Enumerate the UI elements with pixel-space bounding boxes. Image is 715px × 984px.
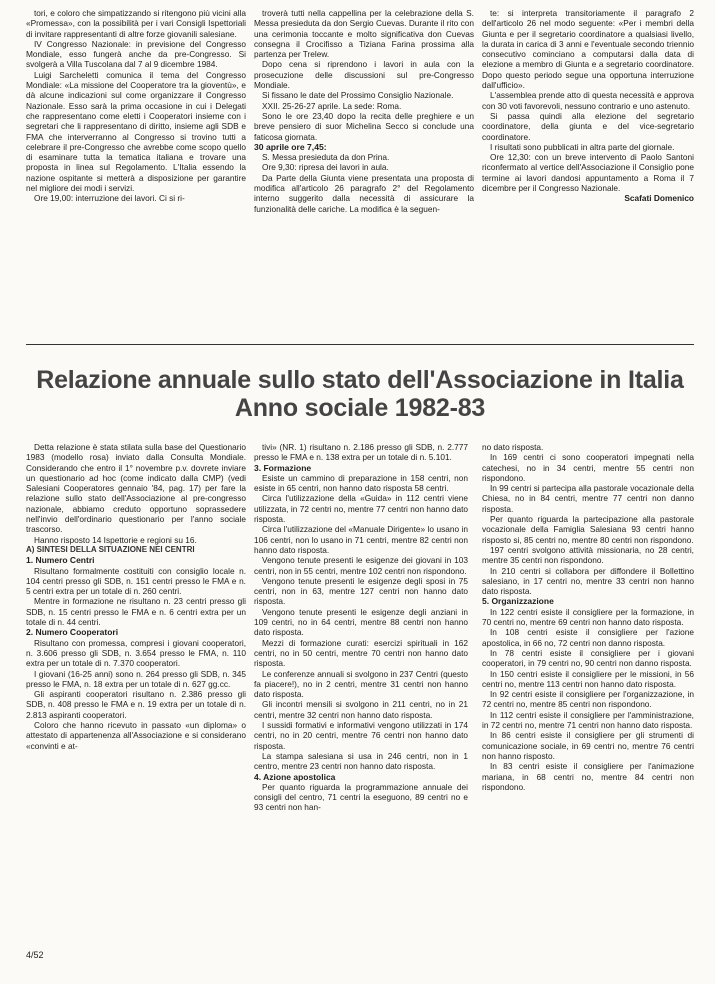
paragraph: Coloro che hanno ricevuto in passato «un diploma» o attestato di appartenenza all'Associazione e si considerano «convinti e at-	[26, 720, 246, 751]
paragraph: IV Congresso Nazionale: in previsione del Congresso Mondiale, esso fungerà anche da pre-Congresso. Si svolgerà a Villa Tuscolana dal 7 al 9 dicembre 1984.	[26, 38, 246, 70]
paragraph: Sono le ore 23,40 dopo la recita delle preghiere e un breve pensiero di suor Michelina Secco si conclude una faticosa giornata.	[254, 110, 474, 142]
paragraph: In 83 centri esiste il consigliere per l'animazione mariana, in 68 centri no, mentre 84 centri non rispondono.	[482, 761, 694, 792]
paragraph: Gli incontri mensili si svolgono in 211 centri, no in 21 centri, mentre 32 centri non hanno dato risposta.	[254, 699, 468, 720]
subsection-heading: 1. Numero Centri	[26, 555, 95, 566]
paragraph: Mentre in formazione ne risultano n. 23 centri presso gli SDB, n. 15 centri presso le FMA e n. 6 centri extra per un totale di n. 44 centri.	[26, 596, 246, 628]
paragraph: In 122 centri esiste il consigliere per la formazione, in 70 centri no, mentre 69 centri non hanno dato risposta.	[482, 606, 694, 628]
paragraph: troverà tutti nella cappellina per la celebrazione della S. Messa presieduta da don Sergio Cuevas. Durante il rito con una cerimonia toccante e molto significativa don Cuevas consegna il Crocifisso a Tiziana Farina prossima alla partenza per Trelew.	[254, 8, 474, 60]
article-title	[20, 366, 700, 422]
section-heading: A) SINTESI DELLA SITUAZIONE NEI CENTRI	[26, 544, 195, 554]
paragraph: no dato risposta.	[482, 442, 544, 452]
paragraph: In 169 centri ci sono cooperatori impegnati nella catechesi, no in 34 centri, mentre 55 centri non rispondono.	[482, 452, 694, 483]
paragraph: Da Parte della Giunta viene presentata una proposta di modifica all'articolo 26 paragrafo 2° del Regolamento interno suggerito dalla necessità di assicurare la funzionalità delle cariche. La modifica è la seguen-	[254, 172, 474, 214]
paragraph: I giovani (16-25 anni) sono n. 264 presso gli SDB, n. 345 presso le FMA, n. 18 extra per un totale di n. 627 gg.cc.	[26, 668, 246, 689]
paragraph: In 99 centri si partecipa alla pastorale vocazionale della Chiesa, no in 84 centri, mentre 77 centri non danno risposta.	[482, 483, 694, 514]
subsection-heading: 2. Numero Cooperatori	[26, 627, 119, 638]
paragraph: Ore 12,30: con un breve intervento di Paolo Santoni riconfermato al vertice dell'Associazione il Consiglio pone termine ai lavori dandosi appuntamento a Roma il 7 dicembre per il Congresso Nazionale.	[482, 152, 694, 194]
paragraph: Gli aspiranti cooperatori risultano n. 2.386 presso gli SDB, n. 408 presso le FMA e n. 19 extra per un totale di n. 2.813 aspiranti cooperatori.	[26, 689, 246, 720]
paragraph: I risultati sono pubblicati in altra parte del giornale.	[490, 141, 675, 152]
paragraph: Esiste un cammino di preparazione in 158 centri, non esiste in 65 centri, non hanno dato risposta 58 centri.	[254, 472, 468, 494]
body-column-2	[254, 442, 468, 813]
paragraph: Risultano formalmente costituiti con consiglio locale n. 104 centri presso gli SDB, n. 151 centri presso le FMA e n. 5 centri extra per un totale di n. 260 centri.	[26, 565, 246, 597]
paragraph: te: si interpreta transitoriamente il paragrafo 2 dell'articolo 26 nel modo seguente: «Per i membri della Giunta e per il segretario coordinatore a qualsiasi livello, la durata in carica di 3 anni e l'eventuale secondo triennio consecutivo cominciano a computarsi dalla data di elezione a membro di Giunta e a segretario coordinatore. Dopo questo periodo segue una opportuna interruzione dall'ufficio».	[482, 8, 694, 91]
paragraph: Le conferenze annuali si svolgono in 237 Centri (questo fa piacere!), no in 2 centri, mentre 31 centri non hanno dato risposta.	[254, 668, 468, 700]
paragraph: Dopo cena si riprendono i lavori in aula con la prosecuzione delle discussioni sul pre-Congresso Mondiale.	[254, 59, 474, 91]
section-divider	[26, 344, 694, 345]
paragraph: Circa l'utilizzazione del «Manuale Dirigente» lo usano in 106 centri, non lo usano in 71 centri, mentre 82 centri non hanno dato risposta.	[254, 524, 468, 555]
paragraph: Vengono tenute presenti le esigenze degli anziani in 109 centri, no in 64 centri, mentre 88 centri non hanno dato risposta.	[254, 606, 468, 638]
paragraph: tivi» (NR. 1) risultano n. 2.186 presso gli SDB, n. 2.777 presso le FMA e n. 138 extra per un totale di n. 5.101.	[254, 442, 468, 463]
paragraph: Mezzi di formazione curati: esercizi spirituali in 162 centri, no in 50 centri, mentre 70 centri non hanno dato risposta.	[254, 637, 468, 669]
date-heading: 30 aprile ore 7,45:	[254, 141, 327, 152]
paragraph: In 86 centri esiste il consigliere per gli strumenti di comunicazione sociale, in 69 centri no, mentre 76 centri non hanno risposto.	[482, 730, 694, 761]
paragraph: Si passa quindi alla elezione del segretario coordinatore, della giunta e del vice-segretario coordinatore.	[482, 110, 694, 142]
paragraph: XXII. 25-26-27 aprile. La sede: Roma.	[262, 100, 402, 111]
paragraph: 197 centri svolgono attività missionaria, no 28 centri, mentre 35 centri non rispondono.	[482, 544, 694, 566]
paragraph: Hanno risposto 14 Ispettorie e regioni su 16.	[34, 534, 197, 545]
paragraph: Detta relazione è stata stilata sulla base del Questionario 1983 (modello rosa) inviato dalla Consulta Mondiale. Considerando che entro il 1° novembre p.v. dovrete inviare un questionario ad hoc (come indicato dalla CMP) (vedi Salesiani Cooperatores gennaio '84, pag. 17) per fare la relazione sullo stato dell'Associazione al pre-congresso nazionale, abbiamo creduto opportuno soprassedere nell'invio dell'ordinario questionario per l'anno sociale trascorso.	[26, 442, 246, 535]
paragraph: I sussidi formativi e informativi vengono utilizzati in 174 centri, no in 20 centri, mentre 76 centri non hanno dato risposta.	[254, 720, 468, 751]
paragraph: Risultano con promessa, compresi i giovani cooperatori, n. 3.606 presso gli SDB, n. 3.654 presso le FMA, n. 110 extra per un totale di n. 7.370 cooperatori.	[26, 637, 246, 669]
paragraph: Vengono tenute presenti le esigenze degli sposi in 75 centri, non in 63, mentre 127 centri non hanno dato risposta.	[254, 575, 468, 607]
paragraph: L'assemblea prende atto di questa necessità e approva con 30 voti favorevoli, nessuno contrario e uno astenuto.	[482, 90, 694, 111]
paragraph: tori, e coloro che simpatizzando si ritengono più vicini alla «Promessa», con la possibilità per i vari Consigli Ispettoriali di invitare rappresentanti di altre forze giovanili salesiane.	[26, 8, 246, 39]
paragraph: Luigi Sarcheletti comunica il tema del Congresso Mondiale: «La missione del Cooperatore tra la gioventù», e dà alcune indicazioni sul come organizzare il Congresso Nazionale. Esso sarà la prima occasione in cui i Delegati che rappresentano come eletti i Cooperatori insieme con i segretari che li rappresentano di diritto, insieme agli SDB e FMA che interverranno al Congresso si trovino tutti a celebrare il pre-Congresso che avrebbe come scopo quello di esaminare tutta la tematica italiana e trovare una proposta in linea sul Regolamento. L'Italia essendo la nazione ospitante si metterà a disposizione per garantire nel migliore dei modi i servizi.	[26, 69, 246, 194]
page-number: 4/52	[26, 950, 44, 960]
top-column-2	[254, 8, 474, 214]
top-column-1	[26, 8, 246, 204]
paragraph: Per quanto riguarda la programmazione annuale dei consigli del centro, 71 centri la eseguono, 89 centri no e 93 centri non han-	[254, 781, 468, 813]
title-line-2: Anno sociale 1982-83	[234, 394, 486, 422]
paragraph: In 112 centri esiste il consigliere per l'amministrazione, in 72 centri no, mentre 71 centri non hanno dato risposta.	[482, 709, 694, 731]
subsection-heading: 5. Organizzazione	[482, 596, 554, 607]
paragraph: Ore 9,30: ripresa dei lavori in aula.	[262, 162, 389, 173]
paragraph: In 150 centri esiste il consigliere per le missioni, in 56 centri no, mentre 113 centri non hanno dato risposta.	[482, 668, 694, 689]
body-column-1	[26, 442, 246, 751]
paragraph: In 108 centri esiste il consigliere per l'azione apostolica, in 66 no, 72 centri non danno risposta.	[482, 627, 694, 648]
paragraph: In 92 centri esiste il consigliere per l'organizzazione, in 72 centri no, mentre 85 centri non rispondono.	[482, 689, 694, 710]
author-signature: Scafati Domenico	[624, 193, 694, 204]
top-column-3	[482, 8, 694, 204]
paragraph: Si fissano le date del Prossimo Consiglio Nazionale.	[262, 90, 454, 101]
paragraph: In 210 centri si collabora per diffondere il Bollettino salesiano, in 17 centri no, mentre 33 centri non hanno dato risposta.	[482, 565, 694, 597]
subsection-heading: 3. Formazione	[254, 462, 312, 473]
subsection-heading: 4. Azione apostolica	[254, 771, 336, 782]
paragraph: S. Messa presieduta da don Prina.	[262, 152, 390, 163]
paragraph: Vengono tenute presenti le esigenze dei giovani in 103 centri, non in 55 centri, mentre 102 centri non rispondono.	[254, 555, 468, 576]
paragraph: La stampa salesiana si usa in 246 centri, non in 1 centro, mentre 23 centri non hanno dato risposta.	[254, 750, 468, 772]
body-column-3	[482, 442, 694, 792]
paragraph: Per quanto riguarda la partecipazione alla pastorale vocazionale della Famiglia Salesiana 93 centri hanno risposto si, 85 centri no, mentre 80 centri non rispondono.	[482, 514, 694, 545]
paragraph: In 78 centri esiste il consigliere per i giovani cooperatori, in 79 centri no, 90 centri non danno risposta.	[482, 647, 694, 669]
paragraph: Ore 19,00: interruzione dei lavori. Ci si ri-	[34, 193, 185, 204]
paragraph: Circa l'utilizzazione della «Guida» in 112 centri viene utilizzata, in 72 centri no, mentre 77 centri non hanno dato risposta.	[254, 493, 468, 525]
title-line-1: Relazione annuale sullo stato dell'Associazione in Italia	[36, 366, 684, 394]
